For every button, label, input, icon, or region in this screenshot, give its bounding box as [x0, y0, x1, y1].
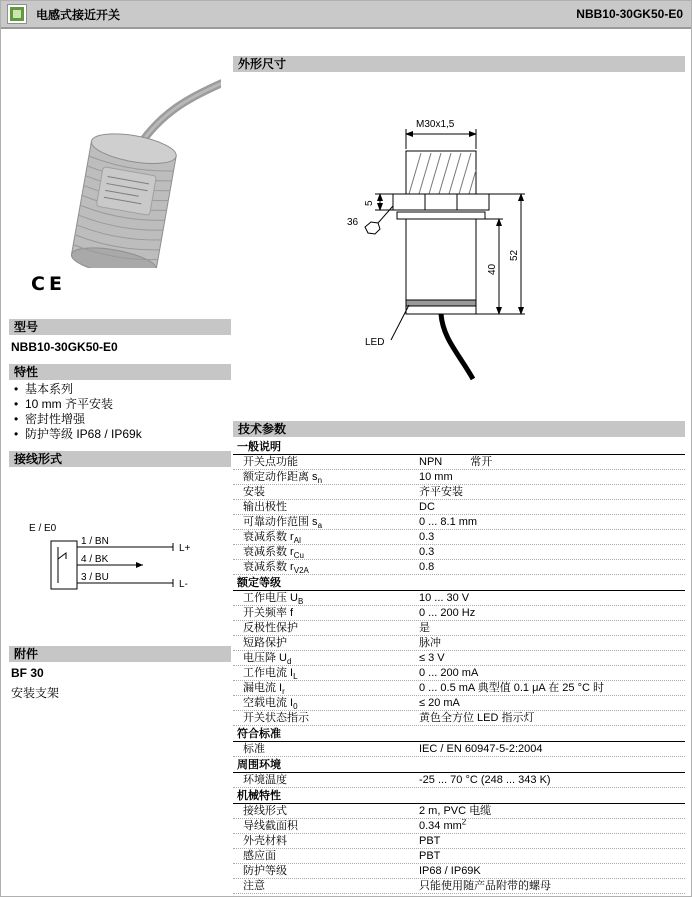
section-header-accessories: 附件: [9, 646, 231, 662]
wire-lplus-label: L+: [179, 543, 191, 554]
wire-pin3-label: 3 / BU: [81, 572, 109, 583]
spec-value: IEC / EN 60947-5-2:2004: [419, 743, 543, 755]
spec-section-title: 额定等级: [233, 576, 685, 591]
accessory-description: 安装支架: [11, 686, 60, 700]
spec-label: 额定动作距离 $s_n$: [243, 471, 323, 484]
feature-item: • 密封性增强: [11, 412, 231, 426]
spec-row: [233, 651, 685, 666]
spec-value: DC: [419, 501, 435, 513]
spec-value: 0 ... 200 Hz: [419, 607, 476, 619]
spec-row: [233, 470, 685, 485]
section-header-features: 特性: [9, 364, 231, 380]
spec-row: [233, 560, 685, 575]
spec-value: ≤ 20 mA: [419, 697, 460, 709]
spec-label: 感应面: [243, 850, 276, 862]
spec-value: 0.3: [419, 546, 435, 558]
feature-list: [11, 382, 231, 442]
spec-value: PBT: [419, 850, 441, 862]
spec-row: [233, 636, 685, 651]
spec-label: 可靠动作范围 $s_a$: [243, 516, 323, 529]
spec-row: [233, 545, 685, 560]
ce-mark: CE: [31, 273, 66, 295]
spec-row: [233, 500, 685, 515]
nut-height-dimension-label: 5: [364, 200, 375, 206]
brand-logo-icon: [7, 4, 27, 24]
spec-section-title: 符合标准: [233, 727, 685, 742]
spec-value: 10 mm: [419, 471, 453, 483]
spec-row: [233, 455, 685, 470]
spec-section-title: 机械特性: [233, 789, 685, 804]
spec-label: 漏电流 $I_r$: [243, 682, 285, 695]
section-header-model: 型号: [9, 319, 231, 335]
feature-item: • 基本系列: [11, 382, 231, 396]
wrench-size-label: 36: [347, 217, 359, 228]
spec-row: [233, 530, 685, 545]
page-title: 电感式接近开关: [36, 7, 121, 22]
spec-value: 0.34 $mm^2$: [419, 819, 467, 832]
spec-value: 0 ... 8.1 mm: [419, 516, 478, 528]
header-bar: [1, 1, 691, 29]
spec-value: 0.8: [419, 561, 435, 573]
spec-value: 是: [419, 622, 430, 634]
spec-label: 衰减系数 $r_{V2A}$: [243, 561, 309, 574]
spec-value: 齐平安装: [419, 486, 463, 498]
spec-label: 空载电流 $I_0$: [243, 697, 298, 710]
spec-row: [233, 879, 685, 894]
feature-item: • 10 mm 齐平安装: [11, 397, 231, 411]
spec-value: 0 ... 0.5 mA 典型值 0.1 μA 在 25 °C 时: [419, 682, 604, 694]
spec-label: 工作电压 $U_B$: [243, 592, 304, 605]
spec-value: PBT: [419, 835, 441, 847]
spec-value: 2 m, PVC 电缆: [419, 805, 492, 817]
spec-row: [233, 773, 685, 788]
led-label: LED: [365, 337, 385, 348]
spec-row: [233, 606, 685, 621]
spec-row: [233, 591, 685, 606]
section-header-connection: 接线形式: [9, 451, 231, 467]
spec-row: [233, 711, 685, 726]
spec-label: 安装: [243, 486, 265, 498]
spec-row: [233, 742, 685, 757]
spec-value: IP68 / IP69K: [419, 865, 481, 877]
spec-row: [233, 515, 685, 530]
spec-value: 黄色全方位 LED 指示灯: [419, 712, 535, 724]
spec-value: NPN 常开: [419, 456, 493, 468]
spec-label: 防护等级: [243, 865, 287, 877]
spec-row: [233, 804, 685, 819]
spec-label: 短路保护: [243, 637, 287, 649]
total-length-dimension-label: 52: [509, 249, 520, 261]
spec-row: [233, 819, 685, 834]
spec-row: [233, 849, 685, 864]
wire-pin2-label: 4 / BK: [81, 554, 109, 565]
spec-value: 10 ... 30 V: [419, 592, 470, 604]
wire-lminus-label: L-: [179, 579, 188, 590]
spec-label: 输出极性: [243, 501, 287, 513]
spec-value: 脉冲: [419, 637, 441, 649]
spec-label: 环境温度: [243, 774, 287, 786]
dimension-drawing: [241, 79, 681, 414]
spec-label: 注意: [243, 880, 265, 892]
section-header-dimensions: 外形尺寸: [233, 56, 685, 72]
thread-dimension-label: M30x1,5: [416, 119, 455, 130]
wire-pin1-label: 1 / BN: [81, 536, 109, 547]
wiring-diagram: [21, 517, 226, 599]
accessory-model: BF 30: [11, 666, 44, 680]
spec-row: [233, 666, 685, 681]
spec-label: 开关频率 f: [243, 607, 294, 619]
spec-label: 电压降 $U_d$: [243, 652, 292, 665]
spec-section-title: 一般说明: [233, 440, 685, 455]
spec-section-title: 周围环境: [233, 758, 685, 773]
spec-label: 反极性保护: [243, 622, 298, 634]
product-photo: [21, 53, 221, 268]
wiring-type-label: E / E0: [29, 523, 57, 534]
body-length-dimension-label: 40: [487, 263, 498, 275]
spec-label: 外壳材料: [243, 835, 287, 847]
spec-row: [233, 864, 685, 879]
spec-value: ≤ 3 V: [419, 652, 445, 664]
spec-value: 0 ... 200 mA: [419, 667, 479, 679]
spec-row: [233, 621, 685, 636]
spec-label: 开关点功能: [243, 456, 298, 468]
spec-value: 0.3: [419, 531, 435, 543]
spec-row: [233, 834, 685, 849]
spec-row: [233, 681, 685, 696]
spec-value: 只能使用随产品附带的螺母: [419, 880, 551, 892]
spec-row: [233, 485, 685, 500]
feature-item: • 防护等级 IP68 / IP69k: [11, 427, 231, 441]
spec-label: 开关状态指示: [243, 712, 309, 724]
section-header-specs: 技术参数: [233, 421, 685, 437]
spec-value: -25 ... 70 °C (248 ... 343 K): [419, 774, 551, 786]
spec-label: 接线形式: [243, 805, 287, 817]
spec-label: 衰减系数 $r_{Cu}$: [243, 546, 304, 559]
part-number: NBB10-30GK50-E0: [576, 7, 683, 21]
spec-label: 导线截面积: [243, 820, 298, 832]
model-number: NBB10-30GK50-E0: [11, 340, 118, 354]
spec-row: [233, 696, 685, 711]
spec-label: 工作电流 $I_L$: [243, 667, 298, 680]
specs-table: [233, 439, 685, 894]
spec-label: 标准: [243, 743, 265, 755]
spec-label: 衰减系数 $r_{Al}$: [243, 531, 301, 544]
